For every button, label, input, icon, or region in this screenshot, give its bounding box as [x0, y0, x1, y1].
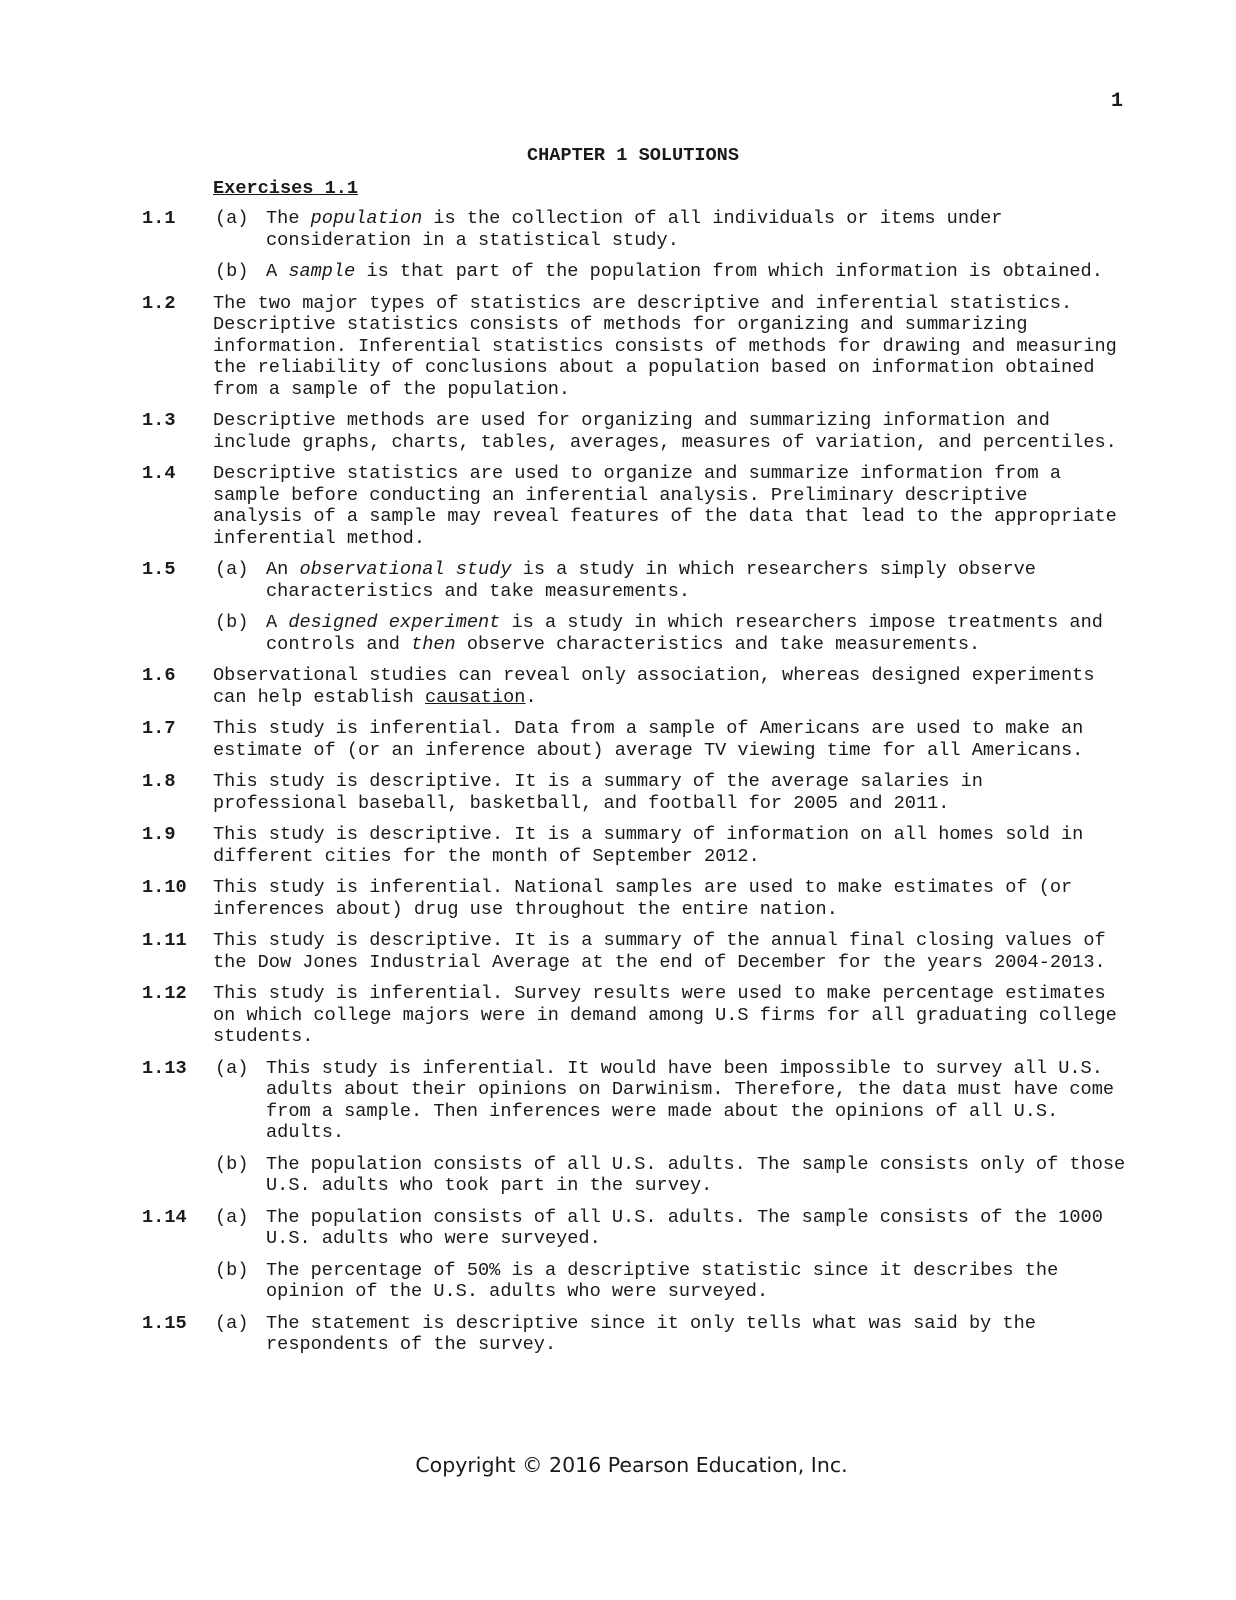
exercise-item [0, 1058, 1236, 1197]
exercise-text [213, 983, 1123, 1048]
part-text [266, 1207, 1126, 1250]
exercise-item [0, 824, 1236, 867]
text-segment: This study is inferential. National samples are used to make estimates of (or inferences about) drug use throughout the entire nation. [213, 877, 1073, 920]
exercise-item [0, 665, 1236, 708]
text-segment: This study is inferential. It would have been impossible to survey all U.S. adults about their opinions on Darwinism. Therefore, the data must have come from a sample. Then inferences were made about the opinions of all U.S. adults. [266, 1057, 1115, 1143]
exercise-item [0, 1207, 1236, 1303]
exercise-text [213, 824, 1123, 867]
part-label: (b) [215, 261, 249, 282]
text-segment: Descriptive statistics are used to organize and summarize information from a sample before conducting an inferential analysis. Preliminary descriptive analysis of a sample may reveal features of the data that lead to the appropriate inferential method. [213, 463, 1117, 549]
exercise-item [0, 718, 1236, 761]
exercise-part [213, 1260, 1236, 1303]
part-text [266, 559, 1126, 602]
part-label: (b) [215, 612, 249, 633]
exercise-item [0, 771, 1236, 814]
exercise-part [213, 559, 1236, 602]
exercise-number: 1.13 [142, 1057, 187, 1079]
exercise-item [0, 208, 1236, 283]
exercise-part [213, 612, 1236, 655]
part-text [266, 261, 1126, 283]
text-segment: An [266, 559, 300, 580]
text-segment: The population consists of all U.S. adults. The sample consists only of those U.S. adults who took part in the survey. [266, 1153, 1126, 1196]
exercise-part [213, 1154, 1236, 1197]
exercise-number: 1.1 [142, 208, 176, 229]
exercise-item [0, 559, 1236, 655]
part-text [266, 612, 1126, 655]
text-segment: The [266, 208, 311, 229]
exercise-number: 1.3 [142, 410, 176, 431]
part-label: (a) [215, 208, 249, 229]
text-segment: is that part of the population from which information is obtained. [355, 261, 1103, 282]
exercise-part [213, 208, 1236, 251]
exercise-part [213, 1207, 1236, 1250]
text-segment: is the collection of all individuals or items under consideration in a statistical study. [266, 208, 1003, 251]
text-segment: is a study in which researchers impose treatments and controls and [266, 612, 1103, 655]
chapter-title: CHAPTER 1 SOLUTIONS [526, 145, 739, 166]
text-segment: A [266, 261, 289, 282]
exercise-number: 1.8 [142, 771, 176, 792]
exercise-number: 1.4 [142, 463, 176, 484]
part-label: (a) [215, 559, 249, 580]
exercise-number: 1.5 [142, 559, 176, 580]
exercise-number: 1.9 [142, 824, 176, 845]
text-segment: Descriptive methods are used for organizing and summarizing information and include graphs, charts, tables, averages, measures of variation, and percentiles. [213, 410, 1117, 453]
part-label: (a) [215, 1206, 249, 1228]
text-segment: The statement is descriptive since it only tells what was said by the respondents of the survey. [266, 1312, 1036, 1355]
part-label: (a) [215, 1057, 249, 1079]
part-label: (b) [215, 1153, 249, 1175]
exercise-part [213, 1313, 1236, 1356]
exercise-text [213, 718, 1123, 761]
exercise-part [213, 1058, 1236, 1144]
exercise-text [213, 771, 1123, 814]
exercise-item [0, 1313, 1236, 1356]
exercise-item [0, 877, 1236, 920]
italic-term: observational study [299, 559, 512, 580]
text-segment: This study is descriptive. It is a summary of information on all homes sold in different cities for the month of September 2012. [213, 824, 1084, 867]
exercise-number: 1.2 [142, 292, 176, 314]
text-segment: This study is inferential. Survey results were used to make percentage estimates on which college majors were in demand among U.S firms for all graduating college students. [213, 983, 1117, 1047]
exercise-part [213, 261, 1236, 283]
text-segment: is a study in which researchers simply observe characteristics and take measurements. [266, 559, 1036, 602]
italic-term: population [310, 208, 423, 229]
exercise-item [0, 930, 1236, 973]
text-segment: A [266, 612, 289, 633]
exercise-number: 1.11 [142, 930, 187, 951]
exercise-list [0, 208, 1236, 1366]
part-text [266, 208, 1126, 251]
exercise-number: 1.14 [142, 1206, 187, 1228]
exercise-text [213, 463, 1123, 549]
exercise-text [213, 930, 1123, 973]
italic-term: then [411, 633, 456, 655]
section-title: Exercises 1.1 [213, 178, 359, 199]
part-text [266, 1154, 1126, 1197]
page-number: 1 [1110, 90, 1123, 113]
part-text [266, 1260, 1126, 1303]
text-segment: This study is inferential. Data from a sample of Americans are used to make an estimate of (or an inference about) average TV viewing time for all Americans. [213, 718, 1084, 761]
part-text [266, 1313, 1126, 1356]
exercise-text [213, 665, 1123, 708]
exercise-text [213, 293, 1123, 401]
exercise-item [0, 410, 1236, 453]
text-segment: The population consists of all U.S. adults. The sample consists of the 1000 U.S. adults who were surveyed. [266, 1206, 1103, 1249]
text-segment: This study is descriptive. It is a summary of the average salaries in professional baseball, basketball, and football for 2005 and 2011. [213, 771, 983, 814]
text-segment: This study is descriptive. It is a summary of the annual final closing values of the Dow Jones Industrial Average at the end of December for the years 2004-2013. [213, 930, 1106, 973]
italic-term: designed experiment [288, 612, 501, 633]
exercise-number: 1.15 [142, 1312, 187, 1334]
text-segment: The percentage of 50% is a descriptive statistic since it describes the opinion of the U.S. adults who were surveyed. [266, 1259, 1059, 1302]
exercise-item [0, 983, 1236, 1048]
exercise-number: 1.6 [142, 665, 176, 686]
part-label: (b) [215, 1259, 249, 1281]
copyright-footer: Copyright © 2016 Pearson Education, Inc. [415, 1453, 848, 1477]
exercise-item [0, 293, 1236, 401]
italic-term: sample [288, 261, 356, 282]
exercise-text [213, 410, 1123, 453]
text-segment: . [525, 686, 537, 708]
exercise-number: 1.7 [142, 718, 176, 739]
text-segment: The two major types of statistics are descriptive and inferential statistics. Descriptive statistics consists of methods for organizing and summarizing information. Inferential statistics consists of methods for drawing and measuring the reliability of conclusions about a population based on information obtained from a sample of the population. [213, 292, 1117, 400]
text-segment: Observational studies can reveal only association, whereas designed experiments can help establish [213, 665, 1095, 708]
part-text [266, 1058, 1126, 1144]
exercise-number: 1.12 [142, 983, 187, 1004]
underlined-term: causation [425, 686, 526, 708]
exercise-number: 1.10 [142, 877, 187, 898]
exercise-item [0, 463, 1236, 549]
text-segment: observe characteristics and take measurements. [455, 633, 981, 655]
part-label: (a) [215, 1312, 249, 1334]
exercise-text [213, 877, 1123, 920]
